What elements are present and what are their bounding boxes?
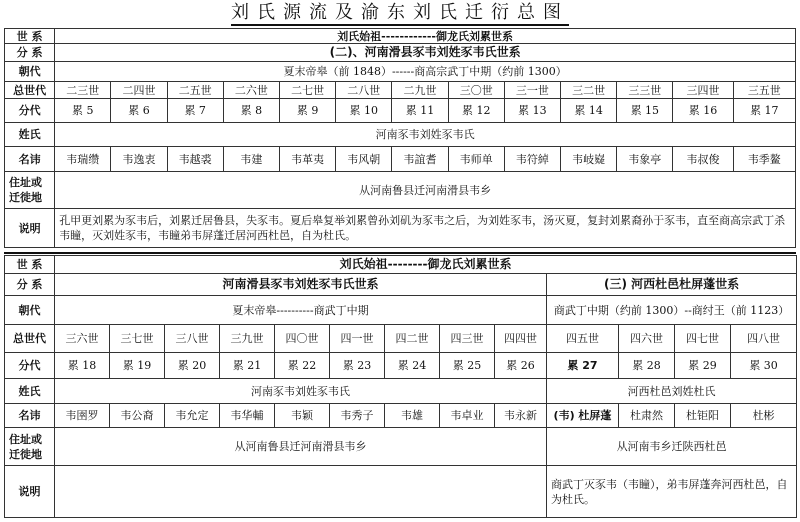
- sub-cell: 累 30: [731, 353, 797, 379]
- name-cell: 韦符綽: [504, 147, 560, 172]
- row-label: 分 系: [5, 274, 55, 296]
- name-cell: 韦公裔: [110, 404, 165, 428]
- sub-cell: 累 19: [110, 353, 165, 379]
- section-divider: [4, 252, 796, 254]
- name-cell: 韦卓业: [440, 404, 495, 428]
- table-row: [5, 123, 796, 147]
- sub-cell: 累 21: [220, 353, 275, 379]
- row-label: 朝代: [5, 296, 55, 325]
- note-cell-a: [55, 466, 547, 518]
- row-label: 说明: [5, 466, 55, 518]
- table-row: [5, 466, 797, 518]
- gen-cell: 二六世: [223, 82, 279, 99]
- table-row: [5, 379, 797, 404]
- name-cell: 韦象亭: [617, 147, 673, 172]
- surname-cell-b: 河西杜邑刘姓杜氏: [547, 379, 797, 404]
- row-label: 分代: [5, 99, 55, 123]
- sub-cell: 累 5: [55, 99, 111, 123]
- name-cell: 杜彬: [731, 404, 797, 428]
- row-label: 住址或迁徙地: [5, 428, 55, 466]
- gen-cell: 二七世: [280, 82, 336, 99]
- gen-cell: 二四世: [111, 82, 167, 99]
- sub-cell: 累 29: [675, 353, 731, 379]
- name-cell: 韦风朝: [336, 147, 392, 172]
- table-row: [5, 325, 797, 353]
- gen-cell: 四四世: [495, 325, 547, 353]
- name-cell: 杜肃然: [619, 404, 675, 428]
- sub-cell: 累 11: [392, 99, 448, 123]
- sub-cell: 累 13: [504, 99, 560, 123]
- gen-cell: 二八世: [336, 82, 392, 99]
- sub-cell: 累 9: [280, 99, 336, 123]
- table-row: [5, 29, 796, 44]
- table-row: [5, 99, 796, 123]
- gen-cell: 三〇世: [448, 82, 504, 99]
- address-cell-b: 从河南韦乡迁陕西杜邑: [547, 428, 797, 466]
- name-cell: 韦逸衷: [111, 147, 167, 172]
- name-cell: 韦允定: [165, 404, 220, 428]
- surname-cell-a: 河南豕韦刘姓豕韦氏: [55, 379, 547, 404]
- row-label: 分 系: [5, 44, 55, 62]
- gen-cell: 三九世: [220, 325, 275, 353]
- gen-cell: 二五世: [167, 82, 223, 99]
- name-cell: 韦师单: [448, 147, 504, 172]
- gen-cell: 三四世: [673, 82, 733, 99]
- name-cell: 韦圉罗: [55, 404, 110, 428]
- name-cell: 韦建: [223, 147, 279, 172]
- gen-cell: 二九世: [392, 82, 448, 99]
- branch-cell: (二)、河南滑县豕韦刘姓豕韦氏世系: [55, 44, 796, 62]
- surname-cell: 河南豕韦刘姓豕韦氏: [55, 123, 796, 147]
- period-cell-b: 商武丁中期（约前 1300）--商纣王（前 1123）: [547, 296, 797, 325]
- sub-cell: 累 8: [223, 99, 279, 123]
- name-cell: (韦) 杜屏蓬: [547, 404, 619, 428]
- name-cell: 韦瑞缵: [55, 147, 111, 172]
- name-cell: 杜钜阳: [675, 404, 731, 428]
- name-cell: 韦岐嶷: [561, 147, 617, 172]
- address-cell-a: 从河南鲁县迁河南滑县韦乡: [55, 428, 547, 466]
- gen-cell: 四〇世: [275, 325, 330, 353]
- branch-cell-a: 河南滑县豕韦刘姓豕韦氏世系: [55, 274, 547, 296]
- gen-cell: 四五世: [547, 325, 619, 353]
- name-cell: 韦永新: [495, 404, 547, 428]
- gen-cell: 三五世: [733, 82, 795, 99]
- sub-cell: 累 10: [336, 99, 392, 123]
- gen-cell: 三二世: [561, 82, 617, 99]
- sub-cell: 累 22: [275, 353, 330, 379]
- address-cell: 从河南鲁县迁河南滑县韦乡: [55, 172, 796, 209]
- sub-cell: 累 18: [55, 353, 110, 379]
- lineage-table-1: [4, 28, 796, 248]
- table-row: [5, 44, 796, 62]
- name-cell: 韦颖: [275, 404, 330, 428]
- table-row: [5, 296, 797, 325]
- row-label: 世 系: [5, 256, 55, 274]
- row-label: 分代: [5, 353, 55, 379]
- gen-cell: 三七世: [110, 325, 165, 353]
- gen-cell: 三一世: [504, 82, 560, 99]
- sub-cell: 累 7: [167, 99, 223, 123]
- sub-cell: 累 23: [330, 353, 385, 379]
- name-cell: 韦秀子: [330, 404, 385, 428]
- row-label: 总世代: [5, 325, 55, 353]
- gen-cell: 三六世: [55, 325, 110, 353]
- gen-cell: 三八世: [165, 325, 220, 353]
- row-label: 说明: [5, 209, 55, 248]
- name-cell: 韦革夷: [280, 147, 336, 172]
- lineage-table-2: [4, 255, 797, 518]
- table-row: [5, 353, 797, 379]
- sub-cell: 累 25: [440, 353, 495, 379]
- gen-cell: 三三世: [617, 82, 673, 99]
- page-title: 刘氏源流及渝东刘氏迁衍总图: [0, 0, 800, 26]
- lineage-cell: 刘氏始祖--------御龙氏刘累世系: [55, 256, 797, 274]
- row-label: 姓氏: [5, 123, 55, 147]
- sub-cell: 累 28: [619, 353, 675, 379]
- table-row: [5, 172, 796, 209]
- sub-cell: 累 26: [495, 353, 547, 379]
- sub-cell: 累 27: [547, 353, 619, 379]
- table-row: [5, 274, 797, 296]
- row-label: 总世代: [5, 82, 55, 99]
- sub-cell: 累 17: [733, 99, 795, 123]
- period-cell-a: 夏末帝皋----------商武丁中期: [55, 296, 547, 325]
- row-label: 世 系: [5, 29, 55, 44]
- gen-cell: 四八世: [731, 325, 797, 353]
- row-label: 名讳: [5, 147, 55, 172]
- gen-cell: 四二世: [385, 325, 440, 353]
- row-label: 朝代: [5, 62, 55, 82]
- table-row: [5, 62, 796, 82]
- sub-cell: 累 14: [561, 99, 617, 123]
- note-cell-b: 商武丁灭豕韦（韦瞳），弟韦屏蓬奔河西杜邑，自为杜氏。: [547, 466, 797, 518]
- row-label: 住址或迁徙地: [5, 172, 55, 209]
- gen-cell: 二三世: [55, 82, 111, 99]
- table-row: [5, 428, 797, 466]
- row-label: 姓氏: [5, 379, 55, 404]
- sub-cell: 累 16: [673, 99, 733, 123]
- gen-cell: 四六世: [619, 325, 675, 353]
- lineage-cell: 刘氏始祖------------御龙氏刘累世系: [55, 29, 796, 44]
- name-cell: 韦雄: [385, 404, 440, 428]
- table-row: [5, 147, 796, 172]
- table-row: [5, 404, 797, 428]
- gen-cell: 四一世: [330, 325, 385, 353]
- branch-cell-b: (三) 河西杜邑杜屏蓬世系: [547, 274, 797, 296]
- table-row: [5, 82, 796, 99]
- table-row: [5, 256, 797, 274]
- sub-cell: 累 24: [385, 353, 440, 379]
- sub-cell: 累 15: [617, 99, 673, 123]
- name-cell: 韦叔俊: [673, 147, 733, 172]
- name-cell: 韦誼耆: [392, 147, 448, 172]
- period-cell: 夏末帝皋（前 1848）------商高宗武丁中期（约前 1300）: [55, 62, 796, 82]
- sub-cell: 累 6: [111, 99, 167, 123]
- table-row: [5, 209, 796, 248]
- name-cell: 韦季鳌: [733, 147, 795, 172]
- gen-cell: 四三世: [440, 325, 495, 353]
- gen-cell: 四七世: [675, 325, 731, 353]
- note-cell: 孔甲更刘累为豕韦后，刘累迁居鲁县，失豕韦。夏后皋复举刘累曾孙刘矶为豕韦之后，为刘姓豕韦，汤灭夏，复封刘累裔孙于豕韦，直至商高宗武丁杀韦瞳，灭刘姓豕韦，韦瞳弟韦屏蓬迁居河西杜邑，自为杜氏。: [55, 209, 796, 248]
- sub-cell: 累 12: [448, 99, 504, 123]
- sub-cell: 累 20: [165, 353, 220, 379]
- name-cell: 韦华輔: [220, 404, 275, 428]
- row-label: 名讳: [5, 404, 55, 428]
- name-cell: 韦越裘: [167, 147, 223, 172]
